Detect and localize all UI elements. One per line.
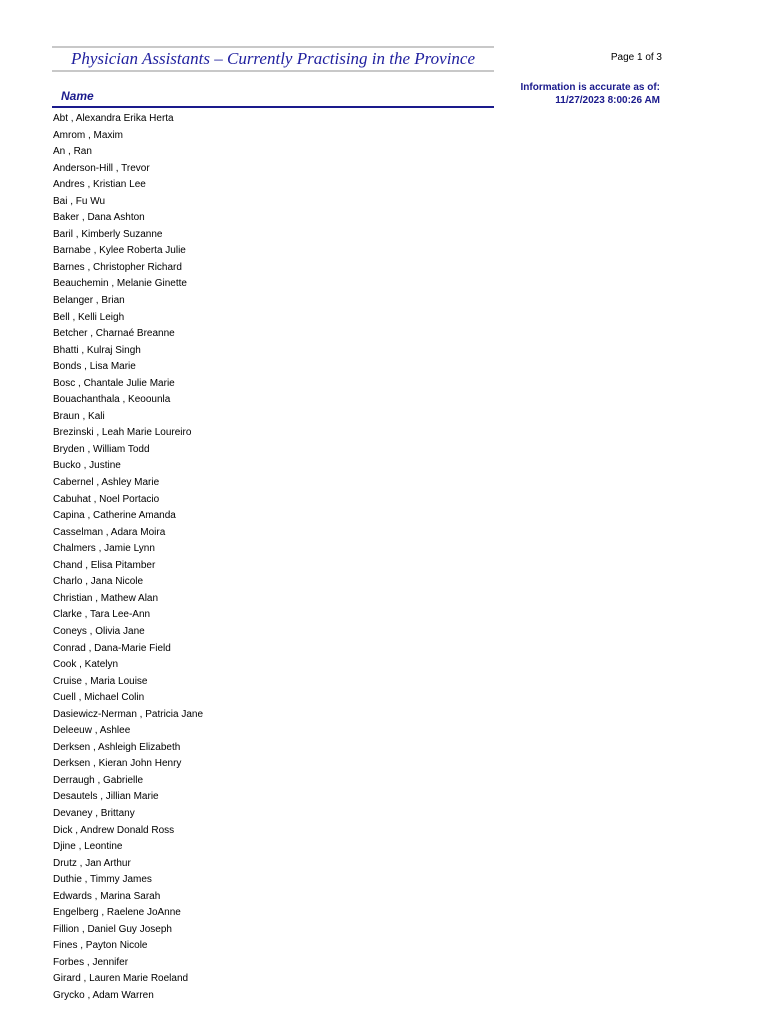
column-header-name: Name <box>61 89 94 103</box>
accuracy-timestamp: 11/27/2023 8:00:26 AM <box>555 95 660 106</box>
list-item: Braun , Kali <box>53 410 105 422</box>
list-item: Girard , Lauren Marie Roeland <box>53 973 189 985</box>
list-item: Cabernel , Ashley Marie <box>53 477 160 489</box>
list-item: Brezinski , Leah Marie Loureiro <box>53 427 192 439</box>
list-item: Cuell , Michael Colin <box>53 692 145 704</box>
column-header <box>52 88 494 108</box>
list-item: Engelberg , Raelene JoAnne <box>53 907 181 919</box>
list-item: Capina , Catherine Amanda <box>53 510 176 522</box>
list-item: Bosc , Chantale Julie Marie <box>53 377 175 389</box>
list-item: Bryden , William Todd <box>53 443 150 455</box>
list-item: Fillion , Daniel Guy Joseph <box>53 923 172 935</box>
list-item: Belanger , Brian <box>53 295 125 307</box>
list-item: Baril , Kimberly Suzanne <box>53 228 163 240</box>
report-title: Physician Assistants – Currently Practising in the Province <box>70 49 476 68</box>
list-item: Dick , Andrew Donald Ross <box>53 824 175 836</box>
list-item: Amrom , Maxim <box>53 129 123 141</box>
list-item: Chalmers , Jamie Lynn <box>53 543 155 555</box>
list-item: Bai , Fu Wu <box>53 195 106 207</box>
list-item: Abt , Alexandra Erika Herta <box>53 113 174 124</box>
list-item: Barnes , Christopher Richard <box>53 261 182 273</box>
list-item: Cabuhat , Noel Portacio <box>53 493 160 505</box>
list-item: Barnabe , Kylee Roberta Julie <box>53 245 186 257</box>
list-item: Chand , Elisa Pitamber <box>53 559 156 571</box>
list-item: Edwards , Marina Sarah <box>53 890 161 902</box>
list-item: Dasiewicz-Nerman , Patricia Jane <box>53 708 204 720</box>
accuracy-label: Information is accurate as of: <box>520 82 660 93</box>
list-item: Fines , Payton Nicole <box>53 940 148 952</box>
list-item: Devaney , Brittany <box>53 807 135 819</box>
list-item: Beauchemin , Melanie Ginette <box>53 278 187 290</box>
list-item: Djine , Leontine <box>53 841 123 853</box>
list-item: Derksen , Kieran John Henry <box>53 758 182 770</box>
list-item: Bell , Kelli Leigh <box>53 311 125 323</box>
list-item: Bouachanthala , Keoounla <box>53 394 171 406</box>
list-item: Baker , Dana Ashton <box>53 212 145 224</box>
list-item: Christian , Mathew Alan <box>53 592 159 604</box>
list-item: Drutz , Jan Arthur <box>53 857 131 869</box>
list-item: Desautels , Jillian Marie <box>53 791 159 803</box>
list-item: Grycko , Adam Warren <box>53 989 154 1001</box>
list-item: Bucko , Justine <box>53 460 121 472</box>
list-item: Clarke , Tara Lee-Ann <box>53 609 151 621</box>
list-item: Casselman , Adara Moira <box>53 526 166 538</box>
list-item: Anderson-Hill , Trevor <box>53 162 150 174</box>
list-item: Derksen , Ashleigh Elizabeth <box>53 741 181 753</box>
list-item: An , Ran <box>53 146 92 158</box>
list-item: Cook , Katelyn <box>53 659 119 671</box>
list-item: Charlo , Jana Nicole <box>53 576 144 588</box>
list-item: Bonds , Lisa Marie <box>53 361 136 373</box>
list-item: Duthie , Timmy James <box>53 874 152 886</box>
page-indicator: Page 1 of 3 <box>610 52 662 63</box>
list-item: Coneys , Olivia Jane <box>53 625 145 637</box>
list-item: Cruise , Maria Louise <box>53 675 148 687</box>
name-list <box>53 111 203 1005</box>
list-item: Andres , Kristian Lee <box>53 179 146 191</box>
list-item: Forbes , Jennifer <box>53 956 129 968</box>
list-item: Betcher , Charnaé Breanne <box>53 328 175 340</box>
report-title-box <box>52 46 494 72</box>
accuracy-block <box>521 81 660 107</box>
list-item: Conrad , Dana-Marie Field <box>53 642 171 654</box>
list-item: Deleeuw , Ashlee <box>53 725 131 737</box>
list-item: Bhatti , Kulraj Singh <box>53 344 141 356</box>
list-item: Derraugh , Gabrielle <box>53 774 144 786</box>
